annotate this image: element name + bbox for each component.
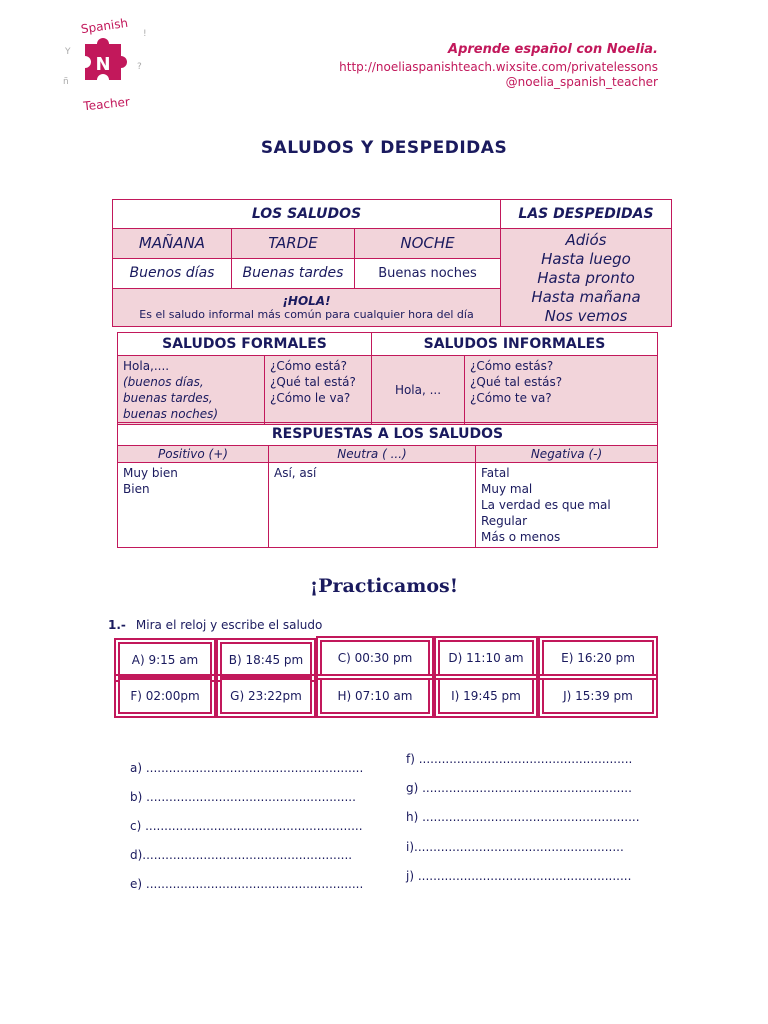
text-line: Fatal xyxy=(481,466,510,480)
text-line: ¿Cómo te va? xyxy=(470,391,552,405)
clock-box: E) 16:20 pm xyxy=(542,640,654,676)
svg-text:N: N xyxy=(95,54,111,75)
formal-greeting xyxy=(118,356,265,425)
hola-cell xyxy=(113,288,501,326)
responses-table xyxy=(117,422,658,548)
clock-box: C) 00:30 pm xyxy=(320,640,430,676)
greeting-morning: Buenos días xyxy=(113,258,232,288)
greetings-table xyxy=(112,199,672,327)
answer-line[interactable]: i)....................................................... xyxy=(406,840,624,854)
text-line: Muy mal xyxy=(481,482,533,496)
text-line: (buenos días, xyxy=(123,375,204,389)
site-title: Aprende español con Noelia. xyxy=(448,42,658,57)
svg-text:Y: Y xyxy=(65,47,71,57)
clock-box: A) 9:15 am xyxy=(118,642,212,678)
hola-title: ¡HOLA! xyxy=(282,293,331,308)
text-line: ¿Qué tal está? xyxy=(270,375,356,389)
hola-description: Es el saludo informal más común para cualquier hora del día xyxy=(139,307,474,321)
svg-text:Teacher: Teacher xyxy=(82,94,131,114)
answer-line[interactable]: a) ......................................................... xyxy=(130,761,364,775)
respuestas-header: RESPUESTAS A LOS SALUDOS xyxy=(118,423,658,446)
clock-box: I) 19:45 pm xyxy=(438,678,534,714)
negative-answers xyxy=(476,463,658,548)
text-line: ¿Cómo está? xyxy=(270,359,347,373)
time-tarde: TARDE xyxy=(232,229,355,259)
informal-greeting: Hola, ... xyxy=(372,356,465,425)
instruction-text: Mira el reloj y escribe el saludo xyxy=(135,618,323,632)
answer-line[interactable]: d)....................................................... xyxy=(130,848,353,862)
exercise-number: 1.- xyxy=(108,618,126,632)
despedidas-header: LAS DESPEDIDAS xyxy=(501,200,672,229)
text-line: Más o menos xyxy=(481,530,561,544)
page-title: SALUDOS Y DESPEDIDAS xyxy=(260,138,508,158)
text-line: buenas noches) xyxy=(123,407,219,421)
text-line: ¿Cómo estás? xyxy=(470,359,554,373)
greeting-afternoon: Buenas tardes xyxy=(232,258,355,288)
text-line: Hola,.... xyxy=(123,359,170,373)
text-line: ¿Cómo le va? xyxy=(270,391,351,405)
svg-text:Spanish: Spanish xyxy=(80,15,129,37)
answer-line[interactable]: c) ......................................................... xyxy=(130,819,363,833)
despedida-item: Hasta luego xyxy=(541,250,631,268)
logo xyxy=(55,14,155,114)
saludos-header: LOS SALUDOS xyxy=(113,200,501,229)
formales-header: SALUDOS FORMALES xyxy=(118,333,372,356)
text-line: Regular xyxy=(481,514,528,528)
answer-line[interactable]: f) ........................................................ xyxy=(406,752,633,766)
formal-questions xyxy=(265,356,372,425)
time-manana: MAÑANA xyxy=(113,229,232,259)
col-neutra: Neutra ( ...) xyxy=(269,446,476,463)
despedidas-list xyxy=(501,229,672,327)
text-line: ¿Qué tal estás? xyxy=(470,375,563,389)
site-url[interactable]: http://noeliaspanishteach.wixsite.com/privatelessons xyxy=(339,60,658,74)
answer-line[interactable]: j) ........................................................ xyxy=(406,869,632,883)
neutral-answers xyxy=(269,463,476,548)
informal-questions xyxy=(465,356,658,425)
greeting-night: Buenas noches xyxy=(355,258,501,288)
positive-answers xyxy=(118,463,269,548)
col-negativa: Negativa (-) xyxy=(476,446,658,463)
answer-line[interactable]: e) ......................................................... xyxy=(130,877,364,891)
answer-line[interactable]: b) ....................................................... xyxy=(130,790,356,804)
text-line: Muy bien xyxy=(123,466,178,480)
text-line: La verdad es que mal xyxy=(481,498,611,512)
exercise-instruction xyxy=(108,618,322,632)
despedida-item: Hasta mañana xyxy=(531,288,641,306)
text-line: Bien xyxy=(123,482,150,496)
clock-box: D) 11:10 am xyxy=(438,640,534,676)
clock-box: G) 23:22pm xyxy=(220,678,312,714)
svg-text:?: ? xyxy=(137,62,142,72)
clock-box: H) 07:10 am xyxy=(320,678,430,714)
time-noche: NOCHE xyxy=(355,229,501,259)
clock-box: B) 18:45 pm xyxy=(220,642,312,678)
despedida-item: Hasta pronto xyxy=(537,269,635,287)
formal-informal-table xyxy=(117,332,658,425)
text-line: Así, así xyxy=(274,466,317,480)
clock-box: F) 02:00pm xyxy=(118,678,212,714)
practice-title: ¡Practicamos! xyxy=(309,575,459,597)
col-positivo: Positivo (+) xyxy=(118,446,269,463)
svg-text:ñ: ñ xyxy=(63,77,69,87)
clock-box: J) 15:39 pm xyxy=(542,678,654,714)
informales-header: SALUDOS INFORMALES xyxy=(372,333,658,356)
social-handle[interactable]: @noelia_spanish_teacher xyxy=(505,75,658,89)
text-line: buenas tardes, xyxy=(123,391,213,405)
answer-line[interactable]: g) ....................................................... xyxy=(406,781,632,795)
despedida-item: Adiós xyxy=(565,231,607,249)
svg-text:!: ! xyxy=(143,29,147,39)
despedida-item: Nos vemos xyxy=(544,307,628,325)
answer-line[interactable]: h) ......................................................... xyxy=(406,810,640,824)
